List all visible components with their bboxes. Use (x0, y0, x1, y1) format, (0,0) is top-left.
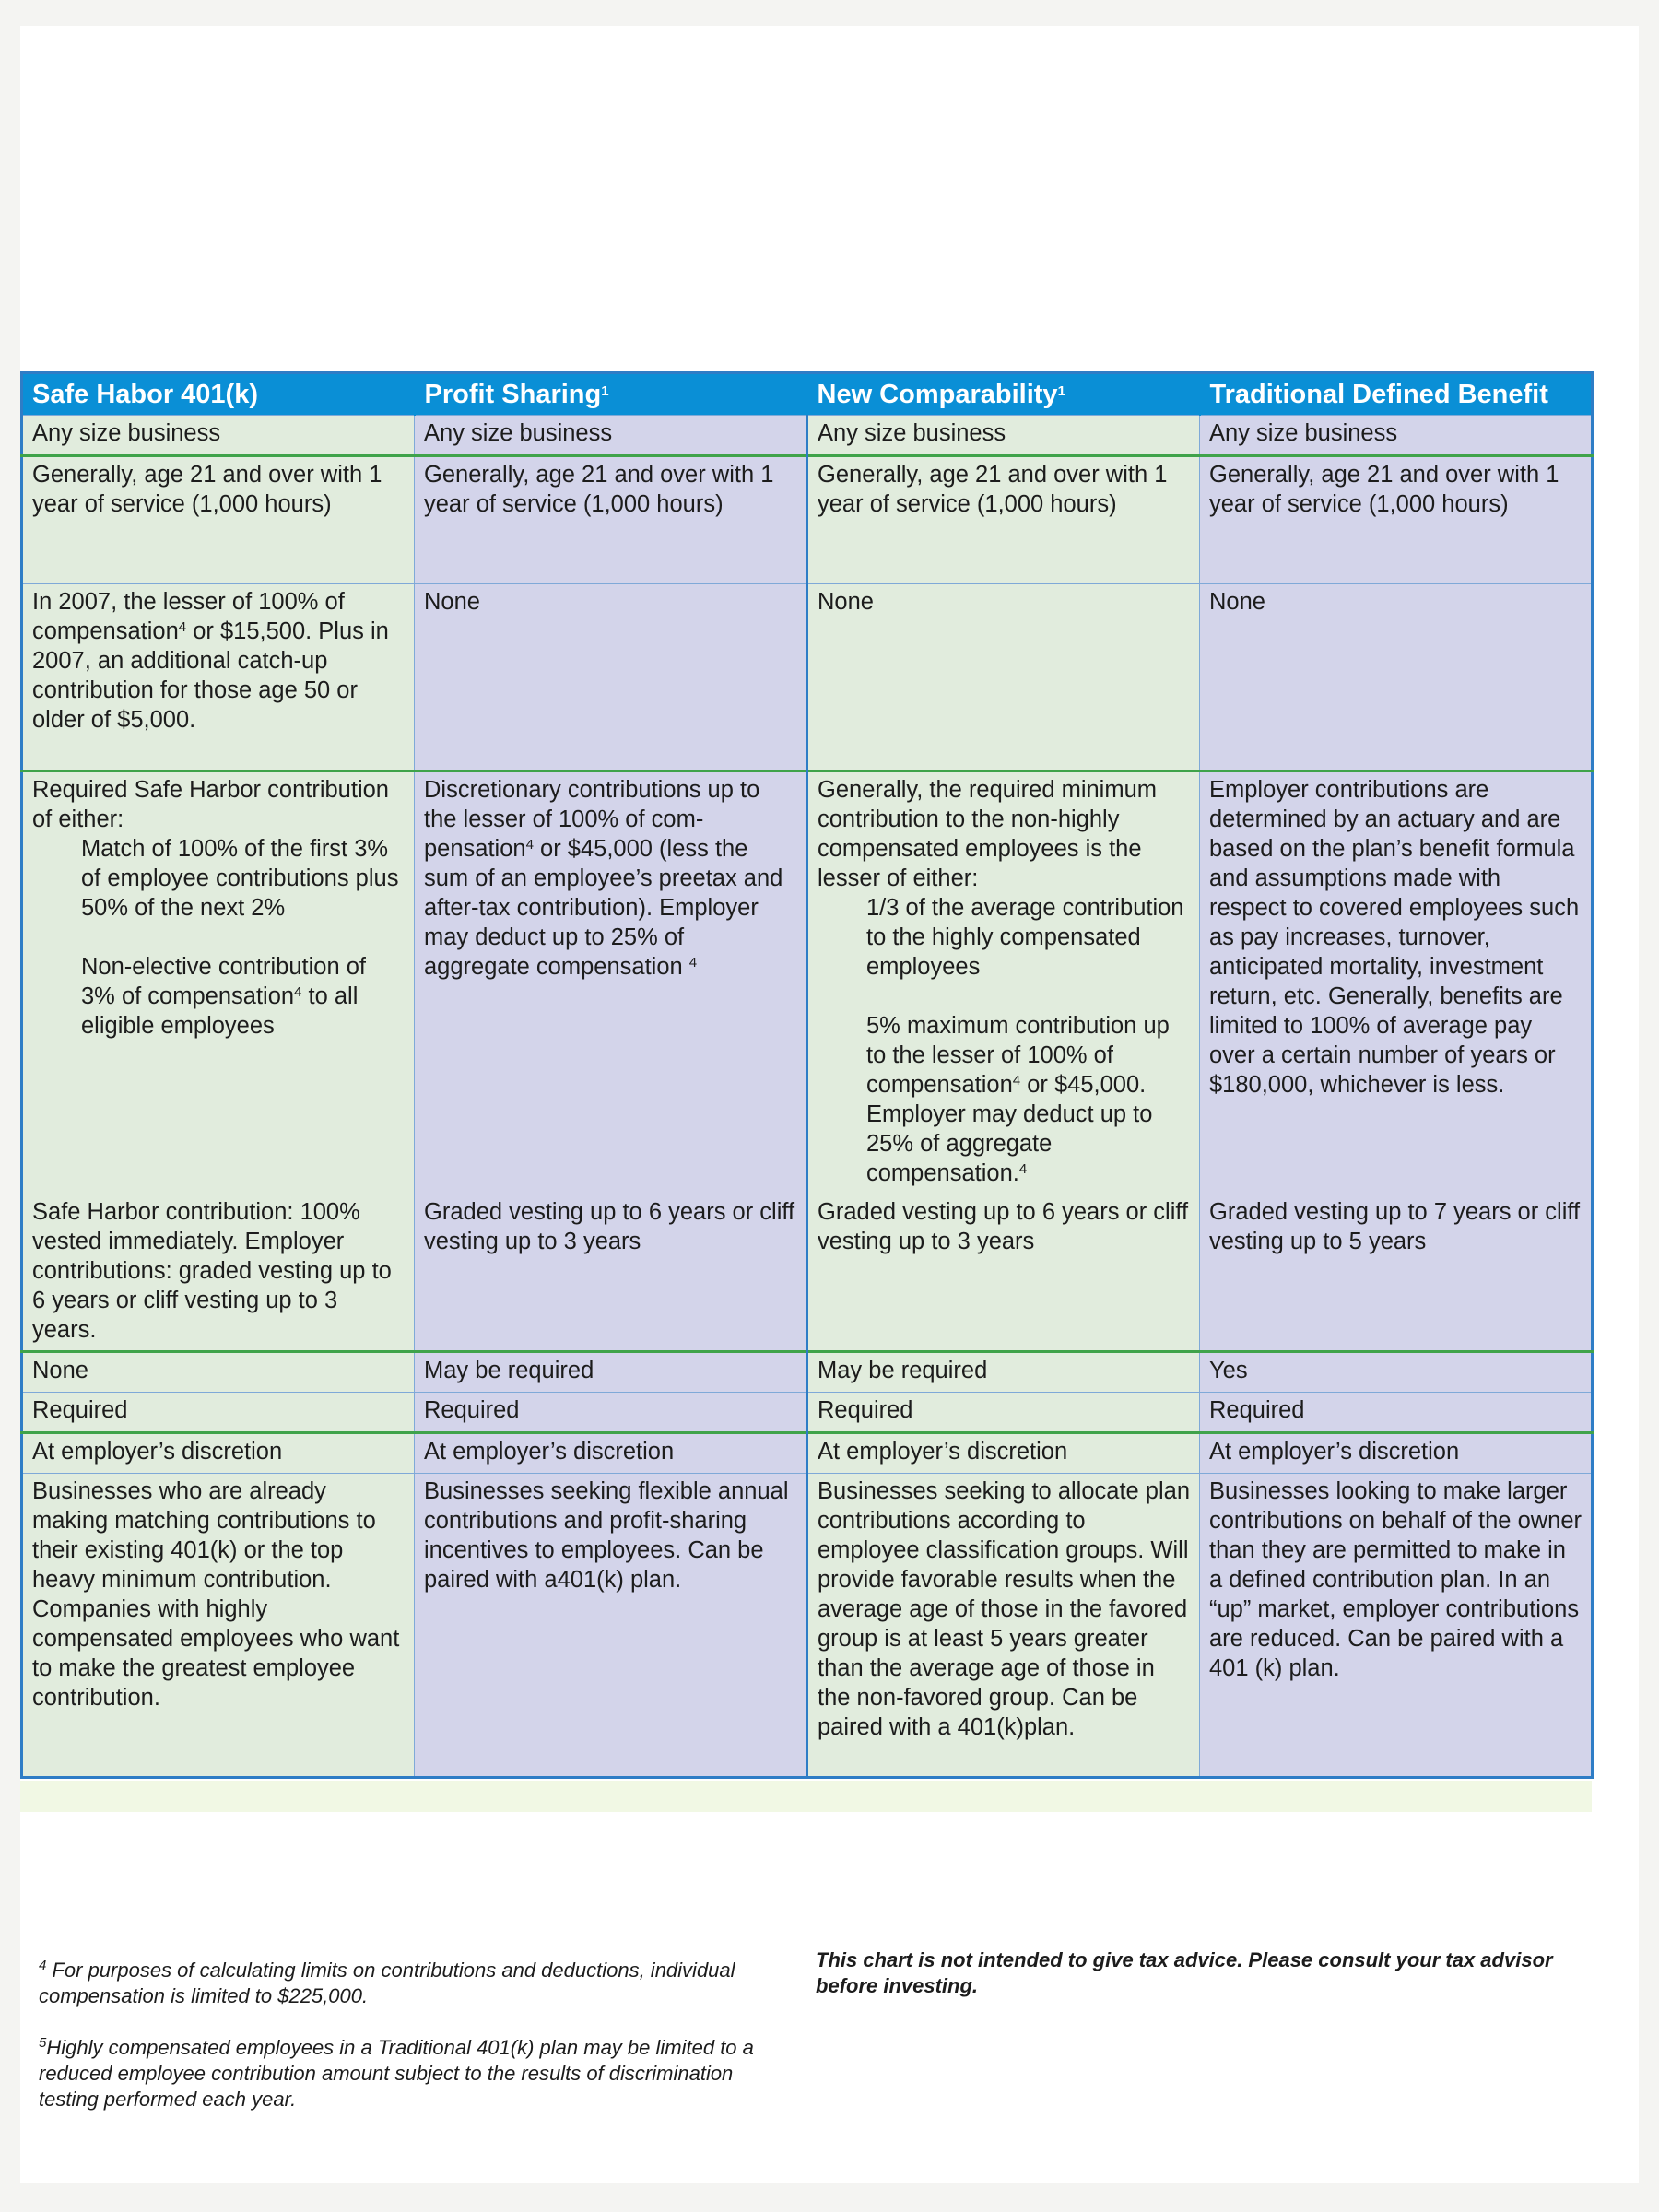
table-row (22, 1393, 1593, 1433)
table-cell: Generally, age 21 and over with 1 year of service (1,000 hours) (1200, 456, 1593, 584)
footnotes (39, 1958, 758, 2138)
table-cell: At employer’s discretion (415, 1433, 807, 1474)
plan-comparison-table (20, 371, 1594, 1779)
table-cell: At employer’s discretion (22, 1433, 415, 1474)
table-cell: Any size business (415, 416, 807, 456)
table-cell: None (22, 1352, 415, 1393)
table-cell: Required (1200, 1393, 1593, 1433)
table-cell: Generally, age 21 and over with 1 year of service (1,000 hours) (22, 456, 415, 584)
footnote-5: $^5$Highly compensated employees in a Traditional 401(k) plan may be limited to a reduced employee contribution amount subject to the results of discrimination testing performed each year. (39, 2035, 754, 2111)
table-cell: Businesses seeking flexible annual contributions and profit-sharing incentives to employees. Can be paired with a401(k) plan. (415, 1474, 807, 1778)
document-page (20, 26, 1639, 2183)
table-row (22, 1433, 1593, 1474)
footnote-4: $^4$ For purposes of calculating limits on contributions and deductions, individual compensation is limited to $225,000. (39, 1958, 735, 2007)
table-cell: Safe Harbor contribution: 100% vested immediately. Employer contributions: graded vesting up to 6 years or cliff vesting up to 3 years. (22, 1194, 415, 1352)
table-cell: At employer’s discretion (1200, 1433, 1593, 1474)
table-cell: Required (22, 1393, 415, 1433)
header-safe-harbor: Safe Habor 401(k) (22, 373, 415, 416)
table-cell: Graded vesting up to 6 years or cliff vesting up to 3 years (415, 1194, 807, 1352)
header-profit-sharing: Profit Sharing$^1$ (415, 373, 807, 416)
table-cell: At employer’s discretion (807, 1433, 1200, 1474)
table-cell: May be required (807, 1352, 1200, 1393)
table-cell: Generally, age 21 and over with 1 year of service (1,000 hours) (415, 456, 807, 584)
table-cell: Employer contributions are determined by an actuary and are based on the plan’s benefit formula and assumptions made with respect to covered employees such as pay increases, turnover, anticipated mortality, investment return, etc. Generally, benefits are limited to 100% of average pay over a certain number of years or $180,000, whichever is less. (1200, 771, 1593, 1194)
header-traditional-db: Traditional Defined Benefit (1200, 373, 1593, 416)
table-row (22, 771, 1593, 1194)
table-cell: Graded vesting up to 6 years or cliff vesting up to 3 years (807, 1194, 1200, 1352)
table-row (22, 584, 1593, 771)
table-row (22, 1194, 1593, 1352)
decorative-band (20, 1781, 1592, 1812)
table-cell: May be required (415, 1352, 807, 1393)
table-cell: Generally, age 21 and over with 1 year of service (1,000 hours) (807, 456, 1200, 584)
table-cell: None (1200, 584, 1593, 771)
table-cell: Any size business (807, 416, 1200, 456)
table-row (22, 1474, 1593, 1778)
header-row (22, 373, 1593, 416)
table-cell: Generally, the required minimum contribution to the non-highly compensated employees is the lesser of either: 1/3 of the average contribution to the highly compensated employees 5% maximum contribution up to the lesser of 100% of compensation$^4$ or $45,000. Employer may deduct up to 25% of aggregate compensation.$^4$ (807, 771, 1200, 1194)
table-cell: None (415, 584, 807, 771)
table-cell: None (807, 584, 1200, 771)
table-cell: Businesses who are already making matching contributions to their existing 401(k) or the top heavy minimum contribution. Companies with highly compensated employees who want to make the greatest employee contribution. (22, 1474, 415, 1778)
table-cell: Required (415, 1393, 807, 1433)
table-cell: Discretionary contributions up to the lesser of 100% of com-pensation$^4$ or $45,000 (less the sum of an employee’s preetax and after-tax contribution). Employer may deduct up to 25% of aggregate compensation $^4$ (415, 771, 807, 1194)
table-row (22, 1352, 1593, 1393)
tax-disclaimer: This chart is not intended to give tax advice. Please consult your tax advisor before investing. (816, 1948, 1553, 1997)
table-cell: Any size business (22, 416, 415, 456)
table-cell: In 2007, the lesser of 100% of compensation$^4$ or $15,500. Plus in 2007, an additional catch-up contribution for those age 50 or older of $5,000. (22, 584, 415, 771)
table-cell: Required Safe Harbor contribution of either: Match of 100% of the first 3% of employee contributions plus 50% of the next 2% Non-elective contribution of 3% of compensation$^4$ to all eligible employees (22, 771, 415, 1194)
table-cell: Businesses looking to make larger contributions on behalf of the owner than they are permitted to make in a defined contribution plan. In an “up” market, employer contributions are reduced. Can be paired with a 401 (k) plan. (1200, 1474, 1593, 1778)
header-new-comparability: New Comparability$^1$ (807, 373, 1200, 416)
table-row (22, 416, 1593, 456)
table-cell: Graded vesting up to 7 years or cliff vesting up to 5 years (1200, 1194, 1593, 1352)
table-cell: Yes (1200, 1352, 1593, 1393)
table-cell: Businesses seeking to allocate plan contributions according to employee classification groups. Will provide favorable results when the average age of those in the favored group is at least 5 years greater than the average age of those in the non-favored group. Can be paired with a 401(k)plan. (807, 1474, 1200, 1778)
table-row (22, 456, 1593, 584)
table-cell: Required (807, 1393, 1200, 1433)
table-cell: Any size business (1200, 416, 1593, 456)
